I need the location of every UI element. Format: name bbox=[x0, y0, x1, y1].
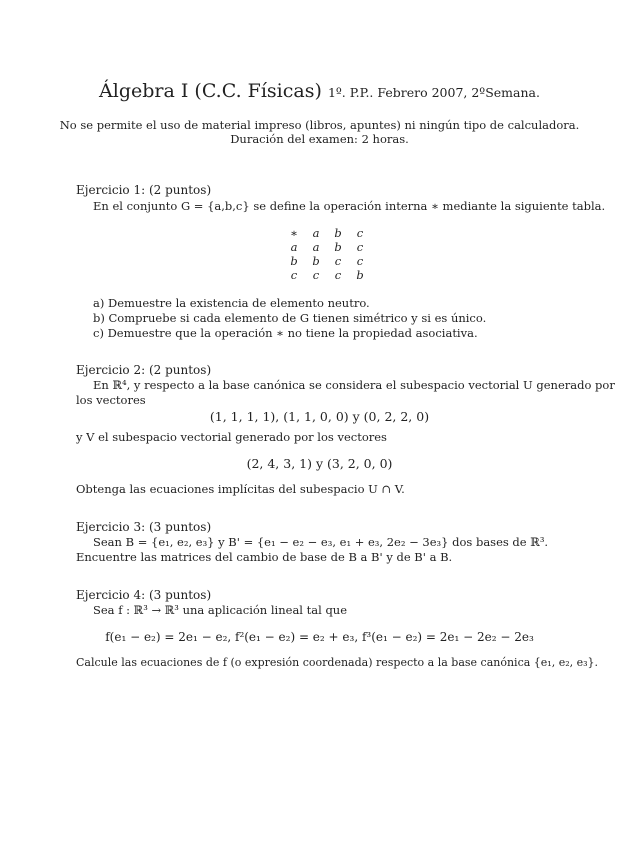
exam-duration: Duración del examen: 2 horas. bbox=[230, 132, 409, 146]
table-cell: b bbox=[312, 254, 320, 268]
operation-table bbox=[283, 226, 371, 282]
table-cell: a bbox=[312, 226, 320, 240]
ex2-line2: los vectores bbox=[76, 393, 146, 407]
exam-title-main: Álgebra I (C.C. Físicas) bbox=[99, 80, 322, 102]
table-row bbox=[283, 254, 371, 268]
ex2-vectors-u: (1, 1, 1, 1), (1, 1, 0, 0) y (0, 2, 2, 0) bbox=[209, 409, 430, 424]
table-cell: a bbox=[290, 240, 298, 254]
ex1-part-c: c) Demuestre que la operación ∗ no tiene la propiedad asociativa. bbox=[93, 326, 478, 340]
table-cell: b bbox=[334, 240, 342, 254]
table-cell: ∗ bbox=[290, 226, 298, 240]
exam-note: No se permite el uso de material impreso (libros, apuntes) ni ningún tipo de calculadora. bbox=[59, 118, 580, 132]
exam-title-suffix: 1º. P.P.. Febrero 2007, 2ºSemana. bbox=[327, 85, 540, 100]
exam-title bbox=[0, 80, 639, 102]
ex4-line2: Calcule las ecuaciones de f (o expresión coordenada) respecto a la base canónica {e₁, e₂, e₃}. bbox=[76, 656, 599, 669]
table-cell: a bbox=[312, 240, 320, 254]
table-row bbox=[283, 226, 371, 240]
ex2-line3: y V el subespacio vectorial generado por los vectores bbox=[76, 430, 387, 444]
ex1-heading: Ejercicio 1: (2 puntos) bbox=[76, 183, 212, 197]
table-cell: c bbox=[334, 254, 342, 268]
table-cell: c bbox=[356, 254, 364, 268]
ex4-line1: Sea f : ℝ³ → ℝ³ una aplicación lineal tal que bbox=[93, 603, 348, 617]
table-row bbox=[283, 240, 371, 254]
ex4-heading: Ejercicio 4: (3 puntos) bbox=[76, 588, 212, 602]
table-cell: c bbox=[356, 226, 364, 240]
ex1-intro: En el conjunto G = {a,b,c} se define la operación interna ∗ mediante la siguiente tabla. bbox=[93, 199, 606, 213]
table-cell: b bbox=[290, 254, 298, 268]
table-cell: b bbox=[356, 268, 364, 282]
ex2-heading: Ejercicio 2: (2 puntos) bbox=[76, 363, 212, 377]
ex1-part-b: b) Compruebe si cada elemento de G tienen simétrico y si es único. bbox=[93, 311, 487, 325]
ex2-line1: En ℝ⁴, y respecto a la base canónica se considera el subespacio vectorial U generado por bbox=[93, 378, 615, 392]
table-row bbox=[283, 268, 371, 282]
ex2-line4: Obtenga las ecuaciones implícitas del subespacio U ∩ V. bbox=[76, 482, 405, 496]
ex1-part-a: a) Demuestre la existencia de elemento neutro. bbox=[93, 296, 370, 310]
ex3-heading: Ejercicio 3: (3 puntos) bbox=[76, 520, 212, 534]
table-cell: c bbox=[334, 268, 342, 282]
table-cell: c bbox=[290, 268, 298, 282]
table-cell: c bbox=[356, 240, 364, 254]
table-cell: c bbox=[312, 268, 320, 282]
ex2-vectors-v: (2, 4, 3, 1) y (3, 2, 0, 0) bbox=[246, 456, 393, 471]
table-cell: b bbox=[334, 226, 342, 240]
ex3-line2: Encuentre las matrices del cambio de base de B a B' y de B' a B. bbox=[76, 550, 453, 564]
ex4-equation: f(e₁ − e₂) = 2e₁ − e₂, f²(e₁ − e₂) = e₂ + e₃, f³(e₁ − e₂) = 2e₁ − 2e₂ − 2e₃ bbox=[105, 630, 534, 644]
ex3-line1: Sean B = {e₁, e₂, e₃} y B' = {e₁ − e₂ − e₃, e₁ + e₃, 2e₂ − 3e₃} dos bases de ℝ³. bbox=[93, 535, 549, 549]
